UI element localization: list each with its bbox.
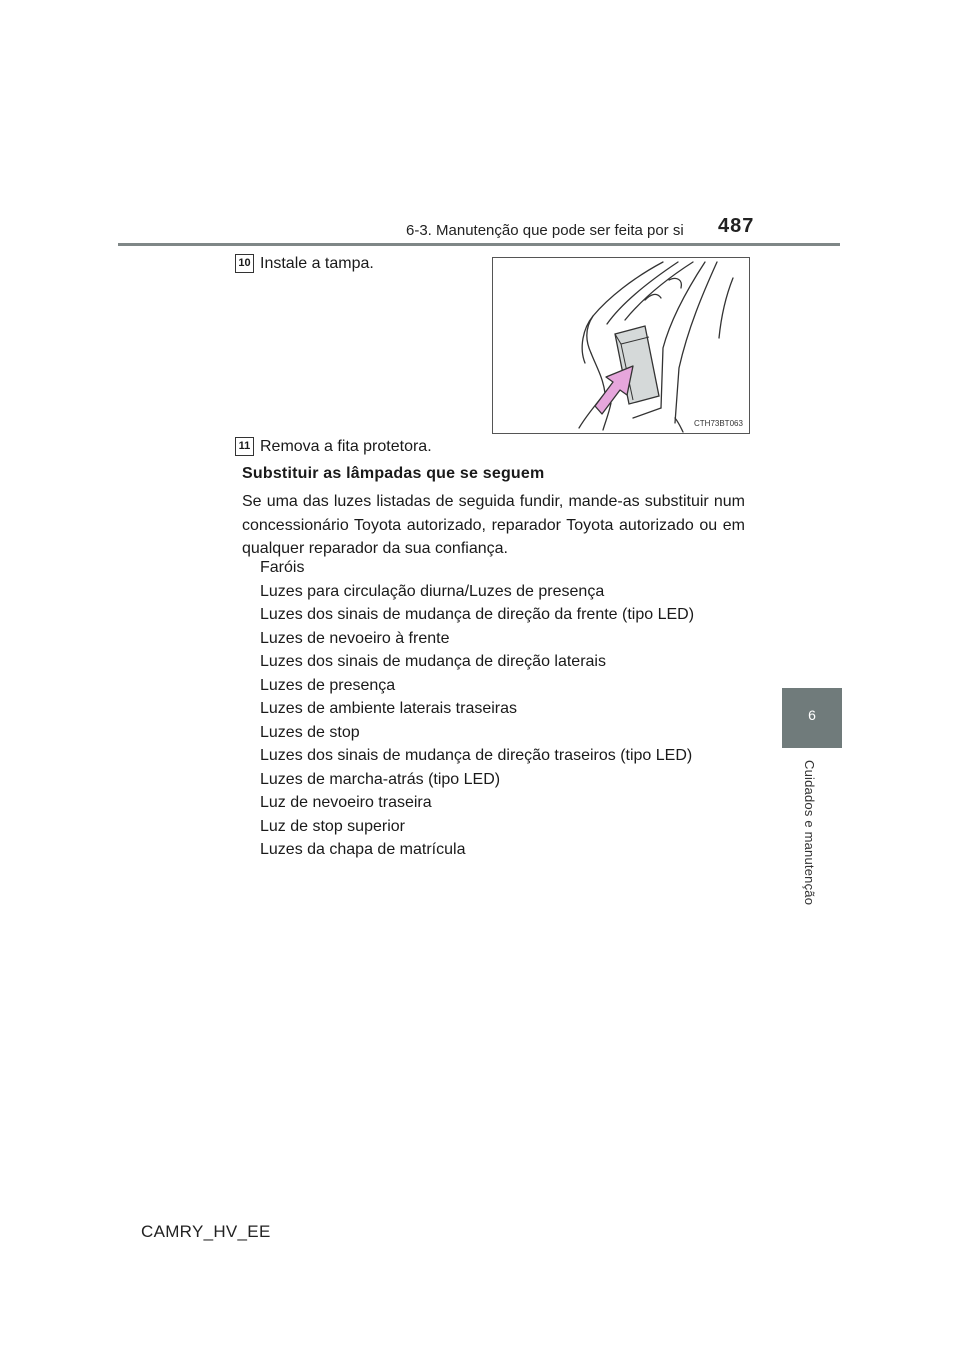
list-item: Faróis <box>260 559 305 576</box>
list-item: Luzes da chapa de matrícula <box>260 841 466 858</box>
list-item: Luzes de stop <box>260 723 360 741</box>
list-item: Luzes de presença <box>260 676 396 694</box>
header-divider <box>118 243 840 246</box>
cover-panel-shape <box>615 326 659 404</box>
list-item: Luzes dos sinais de mudança de direção da frente (tipo LED) <box>260 606 695 623</box>
step-number-badge: 10 <box>235 254 254 273</box>
body-paragraph: Se uma das luzes listadas de seguida fundir, mande-as substituir num concessionário Toyota autorizado, reparador Toyota autorizado ou em qualquer reparador da sua confiança. <box>242 493 745 557</box>
list-item: Luzes de marcha-atrás (tipo LED) <box>260 770 501 788</box>
step-text: Instale a tampa. <box>260 255 374 272</box>
chapter-title: Cuidados e manutenção <box>802 760 817 906</box>
list-item: Luzes dos sinais de mudança de direção traseiros (tipo LED) <box>260 747 693 764</box>
figure-code: CTH73BT063 <box>694 419 743 428</box>
list-item: Luzes de nevoeiro à frente <box>260 629 450 647</box>
car-rear-illustration <box>493 258 749 433</box>
illustration-figure <box>492 257 750 434</box>
list-item: Luz de stop superior <box>260 817 405 835</box>
list-item: Luzes dos sinais de mudança de direção laterais <box>260 653 606 670</box>
chapter-number: 6 <box>808 707 816 723</box>
arrow-icon <box>595 366 633 414</box>
bulb-list <box>260 556 694 862</box>
step-number-badge: 11 <box>235 437 254 456</box>
step-text: Remova a fita protetora. <box>260 438 432 455</box>
list-item: Luzes para circulação diurna/Luzes de presença <box>260 582 605 600</box>
running-header: 6-3. Manutenção que pode ser feita por si <box>406 222 684 239</box>
list-item: Luz de nevoeiro traseira <box>260 794 432 811</box>
page-number: 487 <box>718 215 755 237</box>
section-heading: Substituir as lâmpadas que se seguem <box>242 465 545 482</box>
list-item: Luzes de ambiente laterais traseiras <box>260 700 518 717</box>
footer-model-code: CAMRY_HV_EE <box>141 1222 271 1241</box>
